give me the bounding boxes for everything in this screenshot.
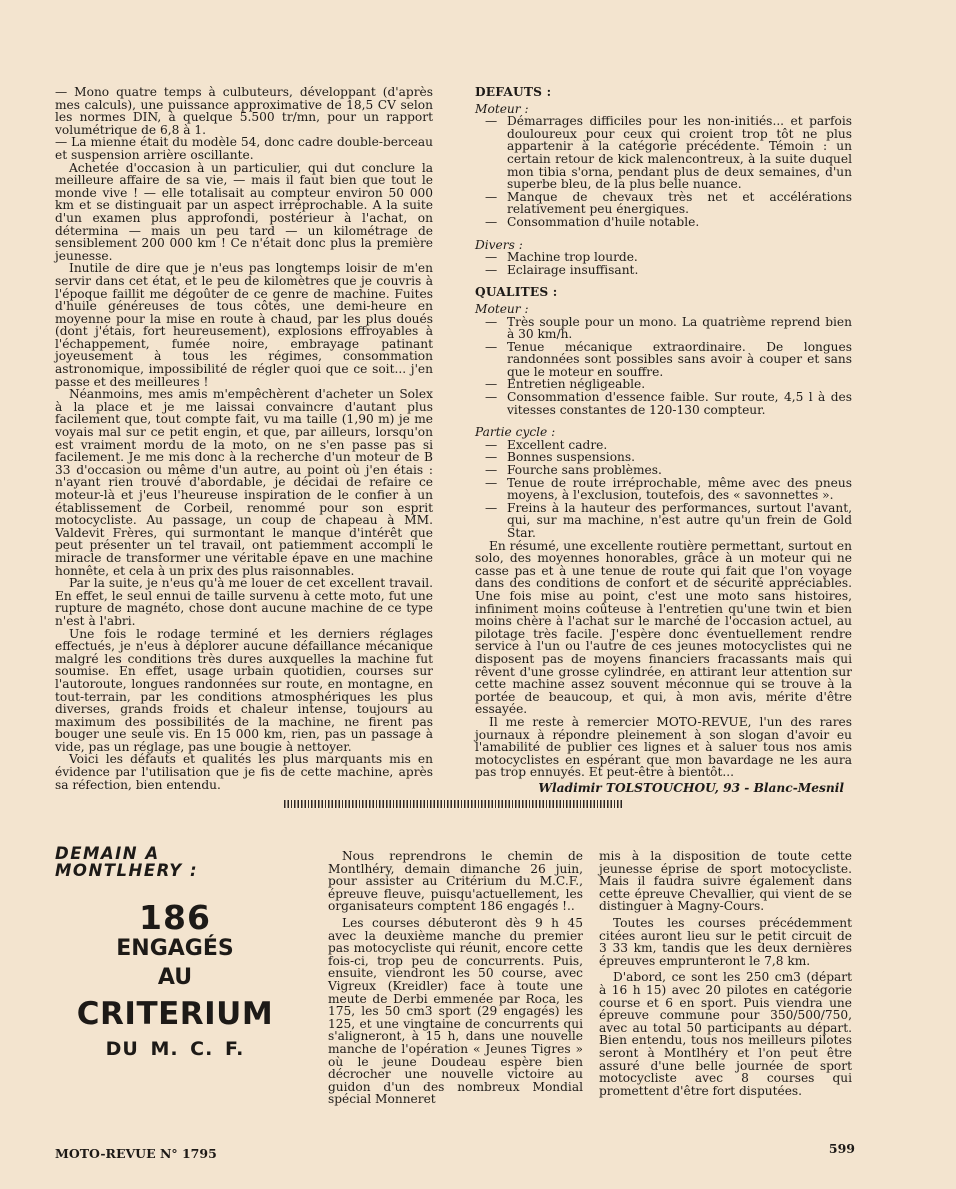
list-item: — Très souple pour un mono. La quatrième reprend bien à 30 km/h. [485,316,852,341]
qualites-cycle-list [475,439,852,540]
news-paragraph: Les courses débuteront dès 9 h 45 avec la deuxième manche du premier pas motocycliste qui réunit, encore cette fois-ci, trop peu de concurrents. Puis, ensuite, viendront les 50 course, avec Vigreux (Kreidler) face à toute une meute de Derbi emmenée par Roca, les 175, les 50 cm3 sport (29 engagés) les 125, et une vingtaine de concurrents qui s'aligneront, à 15 h, dans une nouvelle manche de l'opération « Jeunes Tigres » où le jeune Doudeau espère bien décrocher une nouvelle victoire au guidon d'un des nombreux Mondial spécial Monneret [328,915,583,1107]
headline-engages: ENGAGÉS [116,936,234,961]
section-separator [284,800,622,808]
article-left-column [55,86,433,791]
article-paragraph: Néanmoins, mes amis m'empêchèrent d'acheter un Solex à la place et je me laissai convaincre d'autant plus facilement que, tout compte fait, vu ma taille (1,90 m) je me voyais mal sur ce petit engin, et que, par ailleurs, lorsqu'on est vraiment mordu de la moto, on ne s'en passe pas si facilement. Je me mis donc à la recherche d'un moteur de B 33 d'occasion ou même d'un autre, au point où j'en étais : n'ayant rien trouvé d'abordable, je décidai de refaire ce moteur-là et j'eus l'heureuse inspiration de le confier à un établissement de Corbeil, renommé pour son esprit motocycliste. Au passage, un coup de chapeau à MM. Valdevit Frères, qui surmontant le manque d'intérêt que peut présenter un tel travail, ont patiemment accompli le miracle de transformer une véritable épave en une machine honnête, et cela à un prix des plus raisonnables. [55,387,433,578]
list-item: — Consommation d'huile notable. [485,216,852,229]
news-headline-block [55,845,295,1085]
defauts-divers-list [475,251,852,276]
list-item: — Eclairage insuffisant. [485,264,852,277]
article-paragraph: — La mienne était du modèle 54, donc cadre double-berceau et suspension arrière oscillante. [55,135,433,162]
conclusion-paragraph: Il me reste à remercier MOTO-REVUE, l'un des rares journaux à répondre pleinement à son slogan d'avoir eu l'amabilité de publier ces lignes et à saluer tous nos amis motocyclistes en espérant que mon bavardage ne les aura pas trop ennuyés. Et peut-être à bientôt... [475,714,852,780]
news-paragraph: D'abord, ce sont les 250 cm3 (départ à 16 h 15) avec 20 pilotes en catégorie course et 6 en sport. Puis viendra une épreuve commune pour 350/500/750, avec au total 50 participants au départ. Bien entendu, tous nos meilleurs pilotes seront à Montlhéry et l'on peut être assuré d'une belle journée de sport motocycliste avec 8 courses qui promettent d'être fort disputées. [599,970,852,1098]
headline-au: AU [157,965,193,990]
list-item: — Consommation d'essence faible. Sur route, 4,5 l à des vitesses constantes de 120-130 compteur. [485,391,852,416]
list-item: — Tenue de route irréprochable, même avec des pneus moyens, à l'exclusion, toutefois, des « savonnettes ». [485,477,852,502]
qualites-moteur-list [475,316,852,417]
list-item: — Machine trop lourde. [485,251,852,264]
article-paragraph: Achetée d'occasion à un particulier, qui dut conclure la meilleure affaire de sa vie, — mais il faut bien que tout le monde vive ! — elle totalisait au compteur environ 50 000 km et se distinguait par un aspect irréprochable. A la suite d'un examen plus approfondi, postérieur à l'achat, on détermina — mais un peu tard — un kilométrage de sensiblement 200 000 km ! Ce n'était donc plus la première jeunesse. [55,160,433,263]
list-item: — Bonnes suspensions. [485,451,852,464]
news-paragraph: mis à la disposition de toute cette jeunesse éprise de sport motocycliste. Mais il faudra suivre également dans cette épreuve Chevallier, qui vient de se distinguer à Magny-Cours. [599,849,852,914]
article-paragraph: Inutile de dire que je n'eus pas longtemps loisir de m'en servir dans cet état, et le peu de kilomètres que je couvris à l'époque faillit me dégoûter de ce genre de machine. Fuites d'huile généreuses de tous côtés, une demi-heure en moyenne pour la mise en route à chaud, par les plus doués (dont j'étais, fort heureusement), explosions effroyables à l'échappement, fumée noire, embrayage patinant joyeusement à tous les régimes, consommation astronomique, impossibilité de régler quoi que ce soit... j'en passe et des meilleures ! [55,261,433,389]
defauts-divers-label: Divers : [475,237,523,252]
qualites-cycle-label: Partie cycle : [475,425,556,440]
news-column-2 [599,850,852,1097]
headline-mcf: DU M. C. F. [105,1038,245,1060]
footer-publication: MOTO-REVUE N° 1795 [55,1146,217,1161]
defauts-moteur-list [475,115,852,228]
list-item: — Tenue mécanique extraordinaire. De longues randonnées sont possibles sans avoir à couper et sans que le moteur en souffre. [485,341,852,379]
list-item: — Freins à la hauteur des performances, surtout l'avant, qui, sur ma machine, n'est autre qu'un frein de Gold Star. [485,502,852,540]
list-item: — Entretien négligeable. [485,378,852,391]
defauts-heading: DEFAUTS : [475,85,552,99]
news-paragraph: Toutes les courses précédemment citées auront lieu sur le petit circuit de 3 33 km, tandis que les deux dernières épreuves emprunteront le 7,8 km. [599,915,852,968]
list-item: — Excellent cadre. [485,439,852,452]
headline-criterium: CRITERIUM [76,996,274,1032]
list-item: — Manque de chevaux très net et accélérations relativement peu énergiques. [485,191,852,216]
article-signature: Wladimir TOLSTOUCHOU, 93 - Blanc-Mesnil [538,780,844,795]
article-paragraph: Par la suite, je n'eus qu'à me louer de cet excellent travail. En effet, le seul ennui de taille survenu à cette moto, fut une rupture de magnéto, chose dont aucune machine de ce type n'est à l'abri. [55,576,433,628]
article-paragraph: — Mono quatre temps à culbuteurs, développant (d'après mes calculs), une puissance approximative de 18,5 CV selon les normes DIN, à quelque 5.500 tr/mn, pour un rapport volumétrique de 6,8 à 1. [55,85,433,137]
article-paragraph: Voici les défauts et qualités les plus marquants mis en évidence par l'utilisation que je fis de cette machine, après sa réfection, bien entendu. [55,752,433,792]
qualites-heading: QUALITES : [475,285,558,300]
qualites-moteur-label: Moteur : [475,301,529,316]
news-paragraph: Nous reprendrons le chemin de Montlhéry, demain dimanche 26 juin, pour assister au Critérium du M.C.F., épreuve fleuve, puisqu'actuellement, les organisateurs comptent 186 engagés !.. [328,849,583,914]
news-kicker [55,845,275,879]
kicker-line-1: DEMAIN A [55,844,160,863]
list-item: — Démarrages difficiles pour les non-initiés... et parfois douloureux pour ceux qui croient trop tôt ne plus appartenir à la catégorie précédente. Témoin : un certain retour de kick malencontreux, à la suite duquel mon tibia s'orna, pendant plus de deux semaines, d'un superbe bleu, de la plus belle nuance. [485,115,852,191]
headline-number: 186 [139,898,211,937]
article-right-column [475,86,852,794]
defauts-moteur-label: Moteur : [475,101,529,116]
kicker-line-2: MONTLHERY : [55,861,199,880]
list-item: — Fourche sans problèmes. [485,464,852,477]
article-paragraph: Une fois le rodage terminé et les derniers réglages effectués, je n'eus à déplorer aucune défaillance mécanique malgré les conditions très dures auxquelles la machine fut soumise. En effet, usage urbain quotidien, courses sur l'autoroute, longues randonnées sur route, en montagne, en tout-terrain, par les conditions atmosphériques les plus diverses, grands froids et chaleur intense, toujours au maximum des possibilités de la machine, ne firent pas bouger une seule vis. En 15 000 km, rien, pas un passage à vide, pas un réglage, pas une bougie à nettoyer. [55,626,433,754]
conclusion-paragraph: En résumé, une excellente routière permettant, surtout en solo, des moyennes honorables, grâce à un moteur qui ne casse pas et à une tenue de route qui fait que l'on voyage dans des conditions de confort et de sécurité appréciables. Une fois mise au point, c'est une moto sans histoires, infiniment moins coûteuse à l'entretien qu'une twin et bien moins chère à l'achat sur le marché de l'occasion actuel, au pilotage très facile. J'espère donc éventuellement rendre service à l'un ou l'autre de ces jeunes motocyclistes qui ne disposent pas de moyens financiers fracassants mais qui rêvent d'une grosse cylindrée, en attirant leur attention sur cette machine assez souvent méconnue qui se trouve à la portée de beaucoup, et qui, à mon avis, mérite d'être essayée. [475,538,852,717]
news-column-1 [328,850,583,1106]
footer-page-number: 599 [828,1141,855,1156]
